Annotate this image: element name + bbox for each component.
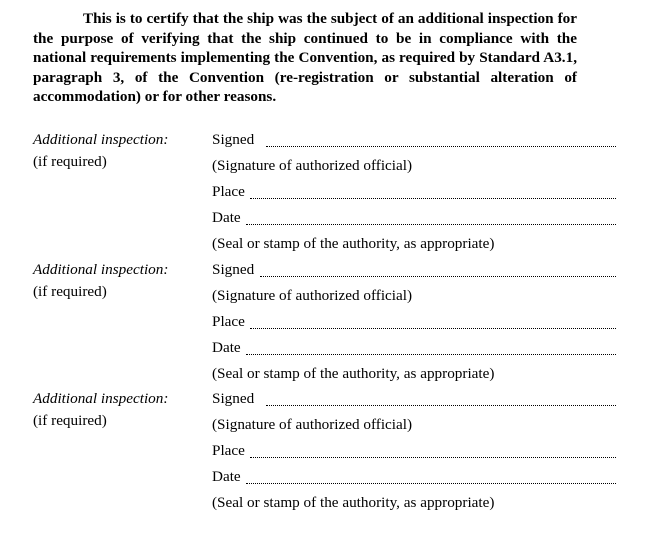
place-dotted-line[interactable] — [250, 456, 616, 458]
signed-field[interactable] — [212, 259, 616, 285]
signed-label: Signed — [212, 261, 255, 278]
date-dotted-line[interactable] — [246, 482, 616, 484]
place-label: Place — [212, 313, 245, 330]
seal-caption-row — [212, 363, 616, 389]
inspection-requirement-note: (if required) — [33, 412, 107, 429]
place-field[interactable] — [212, 181, 616, 207]
date-field[interactable] — [212, 466, 616, 492]
date-label: Date — [212, 209, 241, 226]
seal-caption: (Seal or stamp of the authority, as appropriate) — [212, 235, 495, 252]
inspection-title: Additional inspection: — [33, 131, 169, 148]
place-dotted-line[interactable] — [250, 197, 616, 199]
inspection-fields-2 — [212, 259, 616, 389]
date-field[interactable] — [212, 207, 616, 233]
place-label: Place — [212, 442, 245, 459]
signature-caption-row — [212, 155, 616, 181]
place-field[interactable] — [212, 311, 616, 337]
signed-label: Signed — [212, 131, 255, 148]
inspection-heading-3 — [33, 388, 203, 432]
signature-caption-row — [212, 414, 616, 440]
signed-field[interactable] — [212, 388, 616, 414]
inspection-fields-3 — [212, 388, 616, 518]
signature-caption: (Signature of authorized official) — [212, 416, 413, 433]
place-dotted-line[interactable] — [250, 327, 616, 329]
inspection-title: Additional inspection: — [33, 390, 169, 407]
signature-caption-row — [212, 285, 616, 311]
inspection-title: Additional inspection: — [33, 261, 169, 278]
signed-field[interactable] — [212, 129, 616, 155]
date-dotted-line[interactable] — [246, 353, 616, 355]
signed-dotted-line[interactable] — [260, 275, 616, 277]
inspection-requirement-note: (if required) — [33, 283, 107, 300]
seal-caption-row — [212, 233, 616, 259]
inspection-requirement-note: (if required) — [33, 153, 107, 170]
signature-caption: (Signature of authorized official) — [212, 287, 413, 304]
inspection-heading-2 — [33, 259, 203, 303]
certification-statement: This is to certify that the ship was the subject of an additional inspection for the purpose of verifying that the ship continued to be in compliance with the national requirements implementing the Convention, as required by Standard A3.1, paragraph 3, of the Convention (re-registration or substantial alteration of accommodation) or for other reasons. — [33, 10, 577, 106]
place-label: Place — [212, 183, 245, 200]
date-field[interactable] — [212, 337, 616, 363]
signed-label: Signed — [212, 390, 255, 407]
seal-caption-row — [212, 492, 616, 518]
seal-caption: (Seal or stamp of the authority, as appropriate) — [212, 494, 495, 511]
date-label: Date — [212, 339, 241, 356]
signed-dotted-line[interactable] — [266, 145, 616, 147]
place-field[interactable] — [212, 440, 616, 466]
signed-dotted-line[interactable] — [266, 404, 616, 406]
seal-caption: (Seal or stamp of the authority, as appropriate) — [212, 365, 495, 382]
date-dotted-line[interactable] — [246, 223, 616, 225]
inspection-heading-1 — [33, 129, 203, 173]
inspection-fields-1 — [212, 129, 616, 259]
date-label: Date — [212, 468, 241, 485]
signature-caption: (Signature of authorized official) — [212, 157, 413, 174]
